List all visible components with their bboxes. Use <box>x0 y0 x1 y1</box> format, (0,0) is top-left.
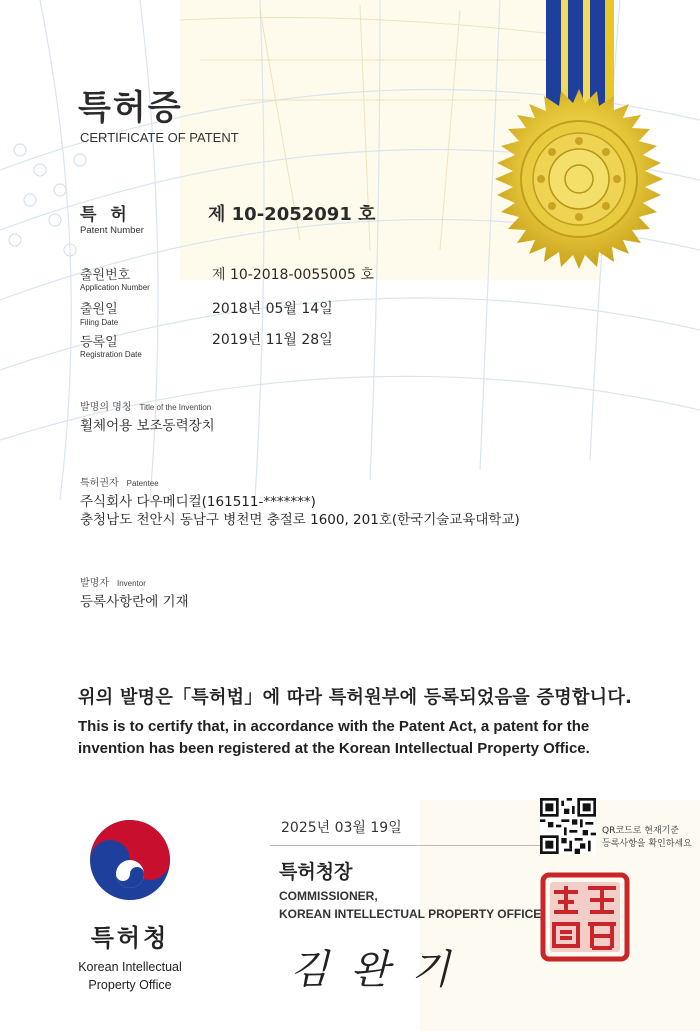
certificate-title-en: CERTIFICATE OF PATENT <box>80 130 239 145</box>
patent-number-label-en: Patent Number <box>80 225 144 236</box>
qr-code-icon[interactable] <box>540 798 596 854</box>
patentee-address: 충청남도 천안시 동남구 병천면 충절로 1600, 201호(한국기술교육대학교) <box>80 512 520 528</box>
filing-date-value: 2018년 05월 14일 <box>212 301 333 317</box>
patent-number-value: 제 10-2052091 호 <box>208 204 376 225</box>
registration-date-label-en: Registration Date <box>80 350 142 359</box>
qr-note-line1: QR코드로 현재기준 <box>602 826 680 836</box>
certificate-title: 특허증 <box>78 88 183 128</box>
kipo-name-en-line2: Property Office <box>88 978 172 992</box>
patentee-label-en: Patentee <box>126 479 159 488</box>
qr-note-line2: 등록사항을 확인하세요 <box>602 839 692 849</box>
divider <box>270 845 560 846</box>
qr-note <box>602 825 692 851</box>
invention-title-label <box>80 398 211 413</box>
commissioner-signature: 김완기 <box>290 947 472 993</box>
filing-date-label-en: Filing Date <box>80 318 119 327</box>
issue-date: 2025년 03월 19일 <box>281 820 402 836</box>
application-number-value: 제 10-2018-0055005 호 <box>212 267 374 283</box>
registration-date-label: 등록일 <box>80 335 118 350</box>
certification-text-en: This is to certify that, in accordance with the Patent Act, a patent for the invention has been registered at the Korean Intellectual Property Office. <box>78 718 590 757</box>
inventor-label-ko: 발명자 <box>80 578 109 589</box>
patentee-label-ko: 특허권자 <box>80 478 119 489</box>
invention-title-value: 휠체어용 보조동력장치 <box>80 418 215 434</box>
commissioner-title-ko: 특허청장 <box>279 861 353 883</box>
commissioner-title-en-line1: COMMISSIONER, <box>279 889 378 903</box>
gold-seal-icon <box>488 88 670 270</box>
filing-date-label: 출원일 <box>80 302 118 317</box>
kipo-name-en <box>50 958 210 994</box>
patentee-label <box>80 474 159 489</box>
kipo-name-ko: 특허청 <box>90 924 170 952</box>
inventor-value: 등록사항란에 기재 <box>80 594 189 610</box>
registration-date-value: 2019년 11월 28일 <box>212 332 333 348</box>
commissioner-title-en-line2: KOREAN INTELLECTUAL PROPERTY OFFICE <box>279 907 542 921</box>
kipo-name-en-line1: Korean Intellectual <box>78 960 182 974</box>
certification-text-ko: 위의 발명은「특허법」에 따라 특허원부에 등록되었음을 증명합니다. <box>78 687 633 708</box>
commissioner-title-en <box>279 887 541 923</box>
patent-number-label: 특 허 <box>80 205 131 225</box>
inventor-label <box>80 574 146 589</box>
patentee-name: 주식회사 다우메디컬(161511-*******) <box>80 494 316 510</box>
official-seal-stamp <box>540 872 630 962</box>
invention-title-label-ko: 발명의 명칭 <box>80 402 132 413</box>
invention-title-label-en: Title of the Invention <box>139 403 212 412</box>
application-number-label: 출원번호 <box>80 268 131 283</box>
kipo-logo-icon <box>88 818 172 902</box>
application-number-label-en: Application Number <box>80 283 150 292</box>
inventor-label-en: Inventor <box>116 579 146 588</box>
